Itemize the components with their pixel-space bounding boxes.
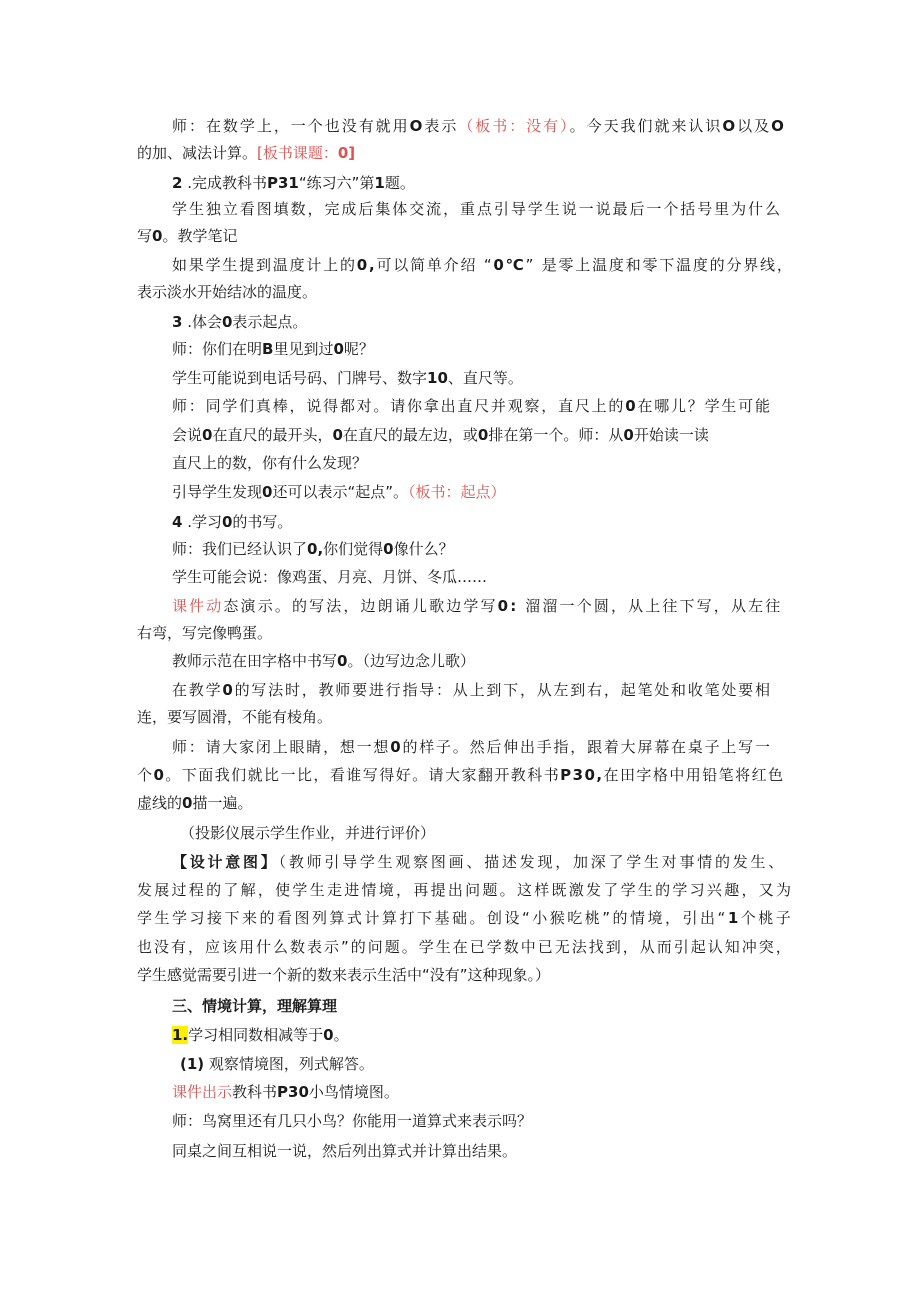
text-run: 像什么？ bbox=[393, 540, 454, 558]
text-run: 也没有，应该用什么数表示”的问题。学生在已学数中已无法找到，从而引起认知冲突， bbox=[137, 938, 793, 956]
text-run: 0 bbox=[152, 227, 163, 245]
text-run: 小鸟情境图。 bbox=[308, 1083, 399, 1101]
text-run: 排在第一个。师：从 bbox=[488, 426, 624, 444]
text-run: 、直尺等。 bbox=[447, 369, 523, 387]
text-run: 师：你们在明 bbox=[172, 340, 263, 358]
text-line bbox=[172, 651, 475, 671]
text-run: 连，要写圆滑，不能有棱角。 bbox=[137, 708, 333, 726]
annotation-text: 0] bbox=[337, 144, 356, 162]
text-run: 表示 bbox=[424, 117, 459, 135]
text-run: 的样子。然后伸出手指，跟着大屏幕在桌子上写一 bbox=[402, 738, 772, 756]
text-run: 三、情境计算，理解算理 bbox=[172, 997, 338, 1015]
text-run: 的书写。 bbox=[232, 513, 293, 531]
text-line bbox=[172, 173, 415, 193]
text-line bbox=[137, 282, 317, 302]
text-line bbox=[137, 793, 252, 813]
text-line bbox=[172, 680, 772, 700]
text-line bbox=[172, 996, 337, 1016]
text-run: 0 bbox=[323, 1026, 334, 1044]
text-line bbox=[172, 116, 786, 136]
text-run: 学习相同数相减等于 bbox=[188, 1026, 324, 1044]
text-run: 观察情境图，列式解答。 bbox=[204, 1055, 374, 1073]
text-run: 题。 bbox=[384, 174, 415, 192]
text-run: 0 bbox=[477, 426, 489, 444]
text-line bbox=[172, 312, 307, 332]
text-run: P30 bbox=[277, 1083, 309, 1101]
text-run: 4 bbox=[172, 513, 183, 531]
text-run: O bbox=[771, 117, 786, 135]
text-run: 在田字格中用铅笔将红色 bbox=[603, 766, 785, 784]
text-line bbox=[137, 965, 550, 985]
text-line bbox=[137, 937, 793, 957]
text-run: （教师引导学生观察图画、描述发现，加深了学生对事情的发生、 bbox=[278, 853, 787, 871]
text-run: 如果学生提到温度计上的 bbox=[172, 256, 357, 274]
text-run: 。教学笔记 bbox=[162, 227, 238, 245]
text-run: 在直尺的最左边，或 bbox=[342, 426, 478, 444]
text-line bbox=[172, 1141, 517, 1161]
text-line bbox=[180, 823, 435, 843]
annotation-text: （板书：起点） bbox=[408, 483, 506, 501]
text-run: 你们觉得 bbox=[323, 540, 384, 558]
text-run: 师：请大家闭上眼睛，想一想 bbox=[172, 738, 391, 756]
text-run: 教科书 bbox=[232, 1083, 278, 1101]
text-run: 0 bbox=[221, 313, 233, 331]
text-line bbox=[137, 707, 332, 727]
text-line bbox=[172, 453, 367, 473]
text-run: 引导学生发现 bbox=[172, 483, 263, 501]
text-line bbox=[172, 539, 454, 559]
text-run: 个 bbox=[137, 766, 154, 784]
text-run: 0 bbox=[623, 426, 634, 444]
text-run: 学生可能说到电话号码、门牌号、数字 bbox=[172, 369, 428, 387]
text-line bbox=[172, 482, 506, 502]
text-run: 溜溜一个圆，从上往下写，从左往 bbox=[518, 597, 783, 615]
text-run: 右弯，写完像鸭蛋。 bbox=[137, 624, 273, 642]
text-run: ” 是零上温度和零下温度的分界线， bbox=[525, 256, 794, 274]
text-run: 0 bbox=[222, 681, 235, 699]
text-run: O bbox=[409, 117, 425, 135]
text-run: 。 bbox=[333, 1026, 349, 1044]
text-run: 10 bbox=[427, 369, 448, 387]
text-run: 里见到过 bbox=[273, 340, 334, 358]
text-line bbox=[172, 339, 374, 359]
text-line bbox=[137, 623, 272, 643]
text-run: 0 bbox=[221, 513, 233, 531]
text-run: 表示起点。 bbox=[232, 313, 308, 331]
text-run: (1) bbox=[180, 1055, 205, 1073]
text-run: 师：同学们真棒，说得都对。请你拿出直尺并观察，直尺上的 bbox=[172, 397, 626, 415]
text-run: 个桃子 bbox=[740, 909, 794, 927]
text-run: 0℃ bbox=[493, 256, 526, 274]
annotation-text: （板书：没有） bbox=[458, 117, 570, 135]
text-line bbox=[172, 255, 794, 275]
text-line bbox=[172, 1025, 349, 1045]
text-run: O bbox=[722, 117, 738, 135]
text-run: P30, bbox=[560, 766, 604, 784]
text-line bbox=[172, 737, 772, 757]
text-run: “练习六”第 bbox=[298, 174, 375, 192]
text-run: 表示淡水开始结冰的温度。 bbox=[137, 283, 318, 301]
text-run: 0, bbox=[307, 540, 324, 558]
annotation-text: [板书课题： bbox=[257, 144, 338, 162]
text-run: 。今天我们就来认识 bbox=[569, 117, 723, 135]
text-line bbox=[172, 396, 772, 416]
text-line bbox=[137, 880, 793, 900]
text-run: 的加、减法计算。 bbox=[137, 144, 258, 162]
text-run: 会说 bbox=[172, 426, 203, 444]
text-run: 0 bbox=[337, 652, 348, 670]
text-run: （投影仪展示学生作业，并进行评价） bbox=[180, 824, 436, 842]
text-run: 虚线的 bbox=[137, 794, 183, 812]
text-run: 0 bbox=[202, 426, 213, 444]
text-run: 学生学习接下来的看图列算式计算打下基础。创设“小猴吃桃”的情境，引出“ bbox=[137, 909, 728, 927]
text-run: .体会 bbox=[182, 313, 222, 331]
text-line bbox=[172, 1111, 532, 1131]
text-line bbox=[172, 512, 292, 532]
text-run: 0 bbox=[383, 540, 394, 558]
text-run: 0, bbox=[356, 256, 377, 274]
text-run: 师：鸟窝里还有几只小鸟？你能用一道算式来表示吗？ bbox=[172, 1112, 533, 1130]
text-run: 直尺上的数，你有什么发现？ bbox=[172, 454, 368, 472]
text-run: 开始读一读 bbox=[633, 426, 709, 444]
text-run: 还可以表示“起点”。 bbox=[272, 483, 408, 501]
text-run: 发展过程的了解，使学生走进情境，再提出问题。这样既激发了学生的学习兴趣，又为 bbox=[137, 881, 794, 899]
text-run: 1 bbox=[374, 174, 385, 192]
text-run: 0: bbox=[497, 597, 519, 615]
text-run: 学生可能会说：像鸡蛋、月亮、月饼、冬瓜…… bbox=[172, 568, 488, 586]
text-run: 0 bbox=[332, 426, 343, 444]
text-run: 0 bbox=[390, 738, 403, 756]
text-run: .学习 bbox=[182, 513, 222, 531]
text-run: P31 bbox=[266, 174, 299, 192]
text-run: 态演示。的写法，边朗诵儿歌边学写 bbox=[223, 597, 498, 615]
text-line bbox=[172, 425, 709, 445]
text-run: 在哪儿？学生可能 bbox=[637, 397, 772, 415]
text-run: 3 bbox=[172, 313, 183, 331]
text-run: 。（边写边念儿歌） bbox=[347, 652, 475, 670]
text-run: 写 bbox=[137, 227, 153, 245]
text-run: 0 bbox=[262, 483, 273, 501]
text-run: 可以简单介绍 “ bbox=[376, 256, 494, 274]
text-line bbox=[137, 143, 355, 163]
text-line bbox=[172, 567, 487, 587]
text-run: 以及 bbox=[737, 117, 772, 135]
text-line bbox=[180, 1054, 374, 1074]
text-run: 学生独立看图填数，完成后集体交流，重点引导学生说一说最后一个括号里为什么 bbox=[172, 200, 782, 218]
text-run: 的写法时，教师要进行指导：从上到下，从左到右，起笔处和收笔处要相 bbox=[234, 681, 772, 699]
text-line bbox=[172, 596, 782, 616]
text-line bbox=[137, 226, 237, 246]
text-line bbox=[137, 908, 793, 928]
text-run: 教师示范在田字格中书写 bbox=[172, 652, 338, 670]
text-run: 1 bbox=[727, 909, 741, 927]
text-run: 0 bbox=[333, 340, 344, 358]
text-run: 2 bbox=[172, 174, 183, 192]
text-run: 描一遍。 bbox=[192, 794, 253, 812]
text-run: 0 bbox=[625, 397, 638, 415]
text-run: 在直尺的最开头， bbox=[212, 426, 333, 444]
annotation-text: 课件出示 bbox=[172, 1083, 233, 1101]
text-run: 呢？ bbox=[343, 340, 374, 358]
text-line bbox=[172, 1082, 399, 1102]
text-run: 0 bbox=[182, 794, 193, 812]
annotation-text: 课件动 bbox=[172, 597, 224, 615]
text-run: 同桌之间互相说一说，然后列出算式并计算出结果。 bbox=[172, 1142, 518, 1160]
text-run: 0 bbox=[153, 766, 166, 784]
text-run: 。下面我们就比一比，看谁写得好。请大家翻开教科书 bbox=[165, 766, 561, 784]
text-line bbox=[172, 852, 786, 872]
text-run: 【设计意图】 bbox=[172, 853, 279, 871]
text-line bbox=[172, 199, 782, 219]
text-run: 师：我们已经认识了 bbox=[172, 540, 308, 558]
text-run: 学生感觉需要引进一个新的数来表示生活中“没有”这种现象。） bbox=[137, 966, 551, 984]
highlighted-text: 1. bbox=[172, 1026, 189, 1044]
text-run: 师：在数学上，一个也没有就用 bbox=[172, 117, 410, 135]
text-line bbox=[172, 368, 523, 388]
text-run: .完成教科书 bbox=[182, 174, 267, 192]
text-run: 在教学 bbox=[172, 681, 223, 699]
text-run: B bbox=[262, 340, 274, 358]
text-line bbox=[137, 765, 784, 785]
